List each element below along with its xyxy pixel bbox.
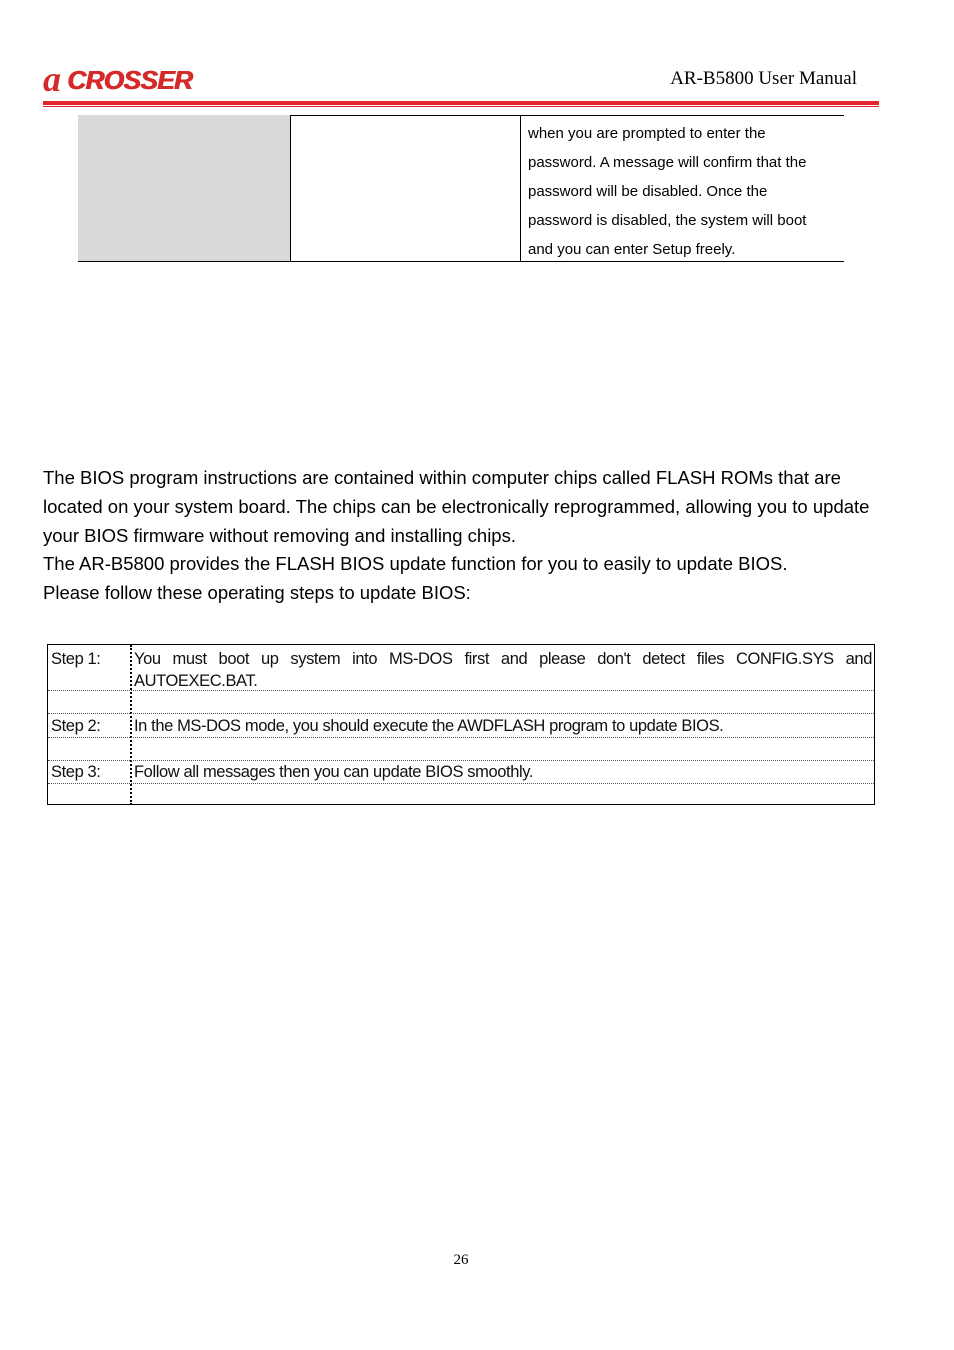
step-label: Step 1: [51,650,101,668]
paragraph: Please follow these operating steps to update BIOS: [43,582,471,604]
bios-update-intro [43,464,873,608]
manual-title: AR-B5800 User Manual [670,68,857,89]
step-label: Step 3: [51,763,101,781]
step-label: Step 2: [51,717,101,735]
step-text: You must boot up system into MS-DOS first and please don't detect files CONFIG.SYS and [134,650,872,668]
logo-mark: a [43,59,61,99]
shaded-cell [78,115,290,261]
acrosser-logo [43,59,203,99]
logo-wordmark: CROSSER [67,65,193,95]
header-rule [43,101,879,105]
password-table-fragment [78,115,844,262]
paragraph: The AR-B5800 provides the FLASH BIOS update function for you to easily to update BIOS. [43,553,788,575]
header-rule-thin [43,106,879,107]
bios-update-steps-table [47,644,875,805]
paragraph: The BIOS program instructions are contained within computer chips called FLASH ROMs that are located on your system board. The chips can be electronically reprogrammed, allowing you to update your BIOS firmware without removing and installing chips. [43,467,870,546]
table-cell-description: when you are prompted to enter the password. A message will confirm that the password will be disabled. Once the password is disabled, the system will boot and you can enter Setup freely. [528,125,807,258]
step-text-continued: AUTOEXEC.BAT. [134,672,258,690]
step-text: In the MS-DOS mode, you should execute the AWDFLASH program to update BIOS. [134,717,724,735]
step-text: Follow all messages then you can update BIOS smoothly. [134,763,534,781]
page-number: 26 [453,1252,469,1268]
